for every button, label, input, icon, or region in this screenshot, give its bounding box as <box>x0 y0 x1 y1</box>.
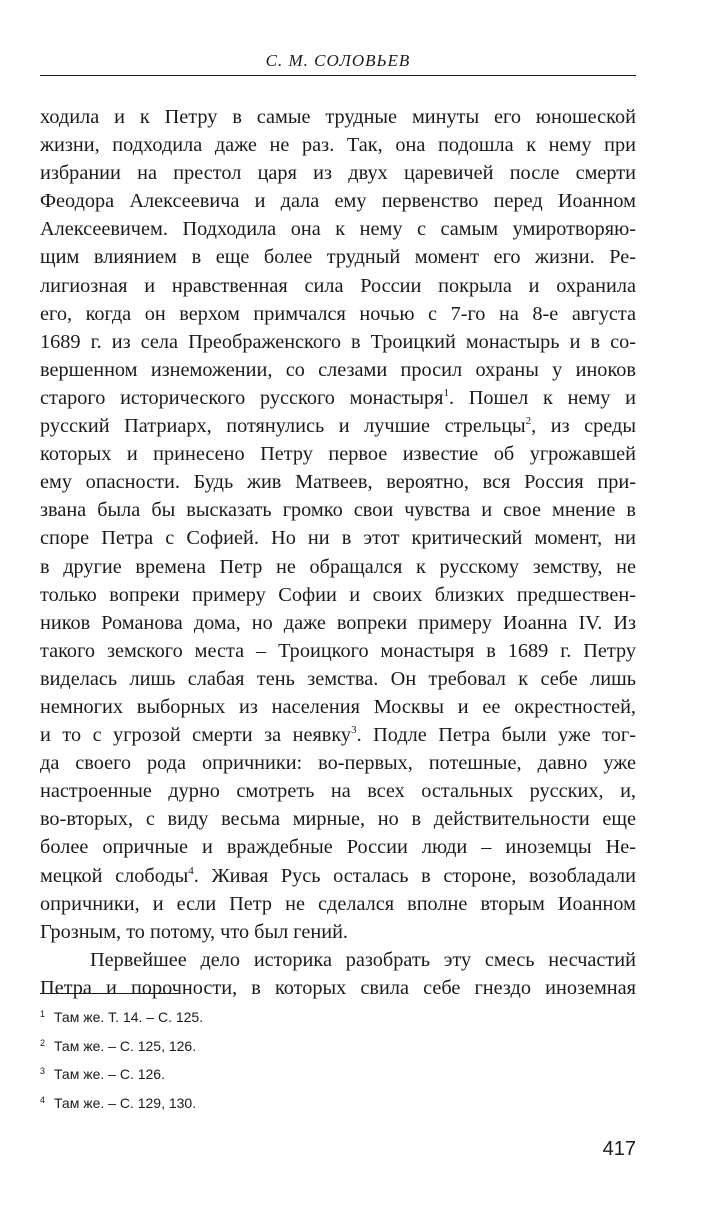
text-line-content: его, когда он верхом примчался ночью с 7-го на 8-е августа <box>40 302 636 325</box>
text-line-content: во-вторых, с виду весьма мирные, но в действительности еще <box>40 808 636 831</box>
text-line-content: ему опасности. Будь жив Матвеев, вероятно, вся Россия при- <box>40 471 636 494</box>
text-line <box>40 581 636 609</box>
footnote-item <box>40 1090 636 1119</box>
text-line-continuation: . Пошел к нему и <box>448 386 637 409</box>
text-line-content: опричники, и если Петр не сделался вполне вторым Иоанном <box>40 892 636 915</box>
text-line <box>40 215 636 243</box>
text-line-content: споре Петра с Софией. Но ни в этот критический момент, ни <box>40 527 636 550</box>
text-line <box>40 974 636 1002</box>
page-number: 417 <box>602 1138 636 1160</box>
footnote-reference: 3 <box>351 724 357 737</box>
text-line-content: лигиозная и нравственная сила России покрыла и охранила <box>40 274 636 297</box>
footnote-text: Там же. – С. 129, 130. <box>54 1094 197 1111</box>
footnote-number: 3 <box>40 1066 46 1076</box>
text-line-content: да своего рода опричники: во-первых, потешные, давно уже <box>40 752 636 775</box>
text-line-content: русский Патриарх, потянулись и лучшие стрельцы <box>40 415 526 438</box>
text-line <box>40 356 636 384</box>
text-line <box>40 693 636 721</box>
text-line <box>40 553 636 581</box>
text-line <box>40 665 636 693</box>
footnote-rule <box>40 993 180 994</box>
footnote-item <box>40 1004 636 1033</box>
footnote-number: 1 <box>40 1009 46 1019</box>
text-line-content: Первейшее дело историка разобрать эту смесь несчастий <box>90 948 636 971</box>
text-line <box>40 862 636 890</box>
text-line <box>40 609 636 637</box>
text-line <box>40 918 636 946</box>
footnote-reference: 1 <box>443 386 449 399</box>
text-line <box>40 159 636 187</box>
footnote-reference: 2 <box>525 415 532 428</box>
text-line-content: старого исторического русского монастыря <box>40 386 444 409</box>
text-line-content: мецкой слободы <box>40 864 189 887</box>
text-line <box>40 300 636 328</box>
text-line-content: избрании на престол царя из двух царевичей после смерти <box>40 162 636 185</box>
text-line <box>40 637 636 665</box>
text-line <box>40 721 636 749</box>
header-rule <box>40 75 636 76</box>
text-line <box>40 496 636 524</box>
text-line-content: только вопреки примеру Софии и своих близких предшествен- <box>40 583 636 606</box>
text-line <box>40 468 636 496</box>
text-line-content: ходила и к Петру в самые трудные минуты его юношеской <box>40 106 636 128</box>
text-line <box>40 131 636 159</box>
footnote-item <box>40 1061 636 1090</box>
text-line <box>40 890 636 918</box>
text-line-content: Петра и порочности, в которых свила себе гнездо иноземная <box>40 976 636 999</box>
text-line-content: более опричные и враждебные России люди – иноземцы Не- <box>40 836 636 859</box>
main-text <box>40 103 636 1002</box>
text-line <box>40 187 636 215</box>
text-line <box>40 103 636 131</box>
text-line <box>40 805 636 833</box>
footnote-number: 2 <box>40 1037 46 1048</box>
text-line-content: жизни, подходила даже не раз. Так, она подошла к нему при <box>40 134 636 157</box>
text-line-content: 1689 г. из села Преображенского в Троицкий монастырь и в со- <box>40 330 636 353</box>
footnote-reference: 4 <box>188 864 194 877</box>
text-line <box>40 384 636 412</box>
text-line <box>40 243 636 271</box>
text-line-content: виделась лишь слабая тень земства. Он требовал к себе лишь <box>40 667 636 690</box>
text-line <box>40 328 636 356</box>
text-line-content: Алексеевичем. Подходила она к нему с самым умиротворяю- <box>40 218 636 241</box>
footnotes <box>40 1004 636 1118</box>
footnote-number: 4 <box>40 1094 46 1105</box>
text-line-content: ников Романова дома, но даже вопреки примеру Иоанна IV. Из <box>40 611 636 634</box>
text-line <box>40 412 636 440</box>
text-line-continuation: , из среды <box>531 415 636 438</box>
footnote-item <box>40 1033 636 1062</box>
text-line-content: щим влиянием в еще более трудный момент его жизни. Ре- <box>40 246 636 269</box>
footnote-text: Там же. – С. 125, 126. <box>54 1037 197 1054</box>
text-line-content: настроенные дурно смотреть на всех остальных русских, и, <box>40 780 636 803</box>
text-line-continuation: . Живая Русь осталась в стороне, возобладали <box>193 864 636 887</box>
text-line <box>40 440 636 468</box>
text-line <box>40 946 636 974</box>
text-line-content: немногих выборных из населения Москвы и ее окрестностей, <box>40 695 636 718</box>
text-line-content: которых и принесено Петру первое известие об угрожавшей <box>40 443 636 466</box>
text-line <box>40 833 636 861</box>
text-line-content: звана была бы высказать громко свои чувства и свое мнение в <box>40 499 636 522</box>
text-line-content: Грозным, то потому, что был гений. <box>40 920 348 943</box>
text-line <box>40 777 636 805</box>
text-line-content: вершенном изнеможении, со слезами просил охраны у иноков <box>40 358 636 381</box>
text-line <box>40 524 636 552</box>
text-line-content: в другие времена Петр не обращался к русскому земству, не <box>40 555 636 578</box>
text-line <box>40 749 636 777</box>
footnote-text: Там же. – С. 126. <box>54 1066 165 1082</box>
text-line-content: такого земского места – Троицкого монастыря в 1689 г. Петру <box>40 639 636 662</box>
footnote-text: Там же. Т. 14. – С. 125. <box>54 1009 204 1025</box>
text-line <box>40 272 636 300</box>
text-line-continuation: . Подле Петра были уже тог- <box>356 724 636 747</box>
running-head: С. М. СОЛОВЬЕВ <box>265 51 411 70</box>
text-line-content: и то с угрозой смерти за неявку <box>40 724 352 747</box>
text-line-content: Феодора Алексеевича и дала ему первенство перед Иоанном <box>40 190 636 213</box>
